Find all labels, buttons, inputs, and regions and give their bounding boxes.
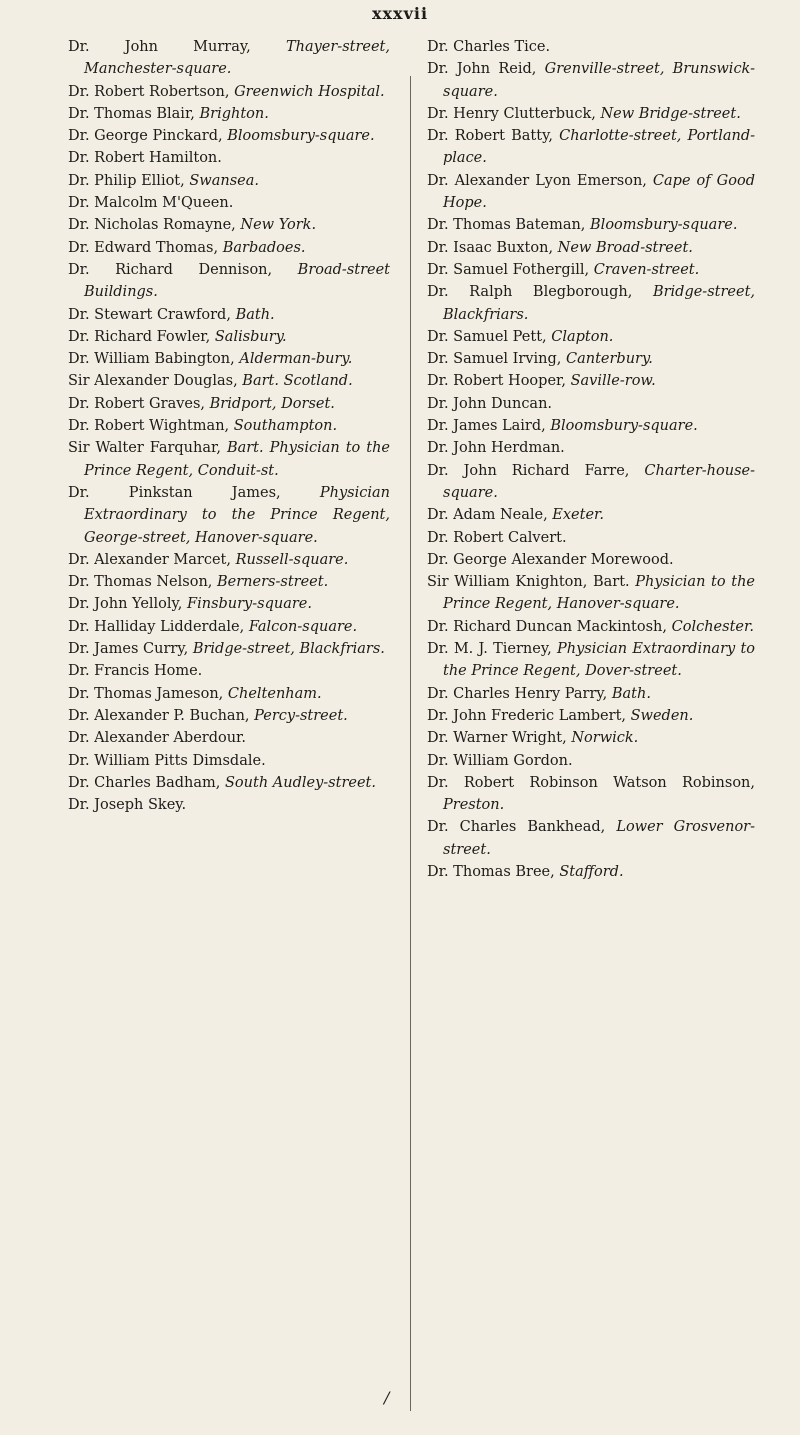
member-name: Dr. Samuel Fothergill, [427, 261, 590, 278]
member-name: Dr. Charles Henry Parry, [427, 685, 608, 702]
member-name: Dr. Malcolm M'Queen. [68, 195, 234, 212]
member-name: Dr. William Pitts Dimsdale. [68, 752, 266, 769]
member-name: Dr. Robert Calvert. [427, 529, 567, 546]
member-location: Physician to the Prince Regent, Hanover-square. [443, 574, 755, 613]
member-location: Berners-street. [217, 574, 329, 591]
left-column [68, 36, 390, 816]
member-name: Dr. Robert Graves, [68, 395, 206, 412]
member-name: Dr. William Babington, [68, 351, 235, 368]
list-item [427, 683, 755, 705]
member-location: Swansea. [189, 172, 259, 189]
member-name: Dr. William Gordon. [427, 752, 573, 769]
list-item [427, 259, 755, 281]
member-location: Craven-street. [593, 261, 700, 278]
member-location: Greenwich Hospital. [234, 83, 385, 100]
member-location: Bloomsbury-square. [590, 217, 738, 234]
list-item [68, 616, 390, 638]
list-item [427, 237, 755, 259]
member-location: Percy-street. [254, 707, 348, 724]
list-item [427, 326, 755, 348]
list-item [68, 772, 390, 794]
member-location: Bart. Physician to the Prince Regent, Conduit-st. [84, 440, 390, 479]
list-item [427, 103, 755, 125]
member-name: Dr. Richard Fowler, [68, 328, 211, 345]
member-name: Dr. M. J. Tierney, [427, 641, 552, 658]
member-name: Dr. Isaac Buxton, [427, 239, 554, 256]
member-name: Dr. Samuel Irving, [427, 351, 562, 368]
member-name: Dr. Alexander Aberdour. [68, 730, 247, 747]
member-name: Dr. Thomas Blair, [68, 105, 195, 122]
member-name: Dr. Thomas Bateman, [427, 217, 586, 234]
member-name: Dr. Halliday Lidderdale, [68, 618, 245, 635]
member-name: Dr. Adam Neale, [427, 507, 548, 524]
list-item [427, 348, 755, 370]
list-item [427, 437, 755, 459]
member-location: Bath. [235, 306, 275, 323]
member-name: Dr. Warner Wright, [427, 730, 567, 747]
list-item [68, 549, 390, 571]
list-item [68, 214, 390, 236]
list-item [68, 304, 390, 326]
list-item [427, 370, 755, 392]
member-name: Dr. Robert Wightman, [68, 418, 230, 435]
list-item [68, 593, 390, 615]
member-location: Bart. Scotland. [242, 373, 353, 390]
list-item [68, 103, 390, 125]
list-item [427, 571, 755, 616]
list-item [68, 147, 390, 169]
member-location: Russell-square. [235, 551, 349, 568]
page-number: xxxvii [371, 4, 429, 23]
member-location: Broad-street Buildings. [84, 261, 391, 301]
list-item [427, 861, 755, 883]
member-name: Dr. Joseph Skey. [68, 797, 187, 814]
list-item [68, 683, 390, 705]
member-location: Stafford. [559, 863, 624, 880]
member-name: Dr. Thomas Bree, [427, 863, 555, 880]
member-name: Dr. George Alexander Morewood. [427, 551, 674, 568]
member-location: New Broad-street. [557, 239, 693, 256]
list-item [427, 460, 755, 505]
member-location: Lower Grosvenor-street. [443, 819, 756, 858]
list-item [427, 772, 755, 817]
list-item [427, 393, 755, 415]
member-name: Dr. John Reid, [427, 61, 537, 78]
member-name: Sir Walter Farquhar, [68, 440, 221, 457]
list-item [68, 259, 390, 304]
list-item [68, 393, 390, 415]
list-item [427, 750, 755, 772]
member-name: Dr. Francis Home. [68, 663, 203, 680]
member-name: Dr. Pinkstan James, [68, 484, 281, 501]
member-name: Dr. John Duncan. [427, 395, 553, 412]
list-item [68, 638, 390, 660]
list-item [427, 816, 755, 861]
member-location: Saville-row. [570, 373, 656, 390]
member-name: Dr. John Yelloly, [68, 596, 183, 613]
member-name: Dr. Robert Hamilton. [68, 150, 222, 167]
member-name: Dr. Alexander Lyon Emerson, [427, 172, 647, 189]
member-location: Physician Extraordinary to the Prince Regent, George-street, Hanover-square. [84, 484, 390, 546]
member-name: Dr. Richard Dennison, [68, 261, 273, 278]
member-location: New Bridge-street. [600, 105, 741, 122]
list-item [68, 36, 390, 81]
member-name: Dr. James Laird, [427, 418, 546, 435]
member-name: Dr. John Richard Farre, [427, 462, 630, 479]
member-name: Dr. Robert Batty, [427, 128, 553, 145]
member-location: Alderman-bury. [239, 351, 353, 368]
member-name: Dr. Robert Hooper, [427, 373, 566, 390]
member-name: Dr. John Herdman. [427, 440, 565, 457]
member-location: Bridport, Dorset. [209, 395, 335, 412]
member-location: Colchester. [671, 618, 754, 635]
list-item [68, 81, 390, 103]
member-name: Dr. Alexander P. Buchan, [68, 707, 250, 724]
member-location: Bloomsbury-square. [227, 128, 375, 145]
member-location: Bridge-street, Blackfriars. [192, 641, 385, 658]
member-location: Barbadoes. [222, 239, 306, 256]
list-item [427, 214, 755, 236]
list-item [427, 504, 755, 526]
member-location: Sweden. [630, 707, 694, 724]
list-item [68, 705, 390, 727]
member-location: Falcon-square. [248, 618, 358, 635]
column-divider [410, 76, 411, 1411]
member-location: Grenville-street, Brunswick-square. [443, 61, 755, 100]
right-column [427, 36, 755, 883]
member-name: Dr. Alexander Marcet, [68, 551, 231, 568]
member-location: Clapton. [551, 328, 614, 345]
member-name: Dr. Nicholas Romayne, [68, 217, 236, 234]
member-name: Sir William Knighton, Bart. [427, 574, 630, 591]
list-item [68, 370, 390, 392]
member-location: Charlotte-street, Portland-place. [443, 128, 755, 167]
list-item [68, 660, 390, 682]
list-item [68, 170, 390, 192]
member-name: Sir Alexander Douglas, [68, 373, 238, 390]
member-location: Bloomsbury-square. [550, 418, 698, 435]
footer-mark: / [384, 1388, 390, 1407]
list-item [68, 727, 390, 749]
list-item [68, 192, 390, 214]
member-name: Dr. Richard Duncan Mackintosh, [427, 618, 668, 635]
list-item [427, 170, 755, 215]
list-item [68, 794, 390, 816]
member-name: Dr. Robert Robertson, [68, 83, 230, 100]
list-item [68, 125, 390, 147]
member-name: Dr. George Pinckard, [68, 128, 223, 145]
member-location: Canterbury. [566, 351, 653, 368]
member-name: Dr. James Curry, [68, 641, 189, 658]
list-item [427, 727, 755, 749]
member-location: Physician Extraordinary to the Prince Regent, Dover-street. [443, 641, 756, 680]
list-item [427, 616, 755, 638]
member-location: South Audley-street. [225, 774, 376, 791]
member-name: Dr. Thomas Jameson, [68, 685, 224, 702]
member-location: Bridge-street, Blackfriars. [443, 284, 756, 323]
list-item [68, 482, 390, 549]
member-name: Dr. Charles Bankhead, [427, 819, 606, 836]
member-name: Dr. Stewart Crawford, [68, 306, 231, 323]
member-location: New York. [240, 217, 317, 234]
member-location: Salisbury. [214, 328, 287, 345]
list-item [427, 705, 755, 727]
member-name: Dr. Henry Clutterbuck, [427, 105, 596, 122]
list-item [427, 58, 755, 103]
list-item [427, 281, 755, 326]
member-name: Dr. Thomas Nelson, [68, 574, 213, 591]
member-location: Bath. [611, 685, 651, 702]
list-item [68, 437, 390, 482]
member-name: Dr. Charles Tice. [427, 39, 551, 55]
member-name: Dr. John Murray, [68, 39, 251, 55]
list-item [427, 125, 755, 170]
member-name: Dr. John Frederic Lambert, [427, 707, 626, 724]
list-item [68, 415, 390, 437]
member-location: Finsbury-square. [187, 596, 312, 613]
member-location: Brighton. [199, 105, 269, 122]
list-item [68, 750, 390, 772]
member-name: Dr. Ralph Blegborough, [427, 284, 633, 301]
member-name: Dr. Philip Elliot, [68, 172, 185, 189]
list-item [68, 571, 390, 593]
member-location: Norwick. [571, 730, 639, 747]
list-item [68, 348, 390, 370]
member-name: Dr. Samuel Pett, [427, 328, 547, 345]
list-item [427, 638, 755, 683]
member-name: Dr. Charles Badham, [68, 774, 221, 791]
member-location: Thayer-street, Manchester-square. [84, 39, 390, 78]
member-location: Exeter. [552, 507, 604, 524]
list-item [427, 549, 755, 571]
member-location: Charter-house-square. [443, 462, 755, 501]
list-item [427, 36, 755, 58]
list-item [427, 415, 755, 437]
member-name: Dr. Edward Thomas, [68, 239, 219, 256]
member-location: Cheltenham. [227, 685, 322, 702]
list-item [68, 326, 390, 348]
member-name: Dr. Robert Robinson Watson Robinson, [427, 774, 755, 791]
list-item [68, 237, 390, 259]
list-item [427, 527, 755, 549]
member-location: Preston. [443, 797, 505, 814]
member-location: Southampton. [233, 418, 338, 435]
member-location: Cape of Good Hope. [443, 172, 755, 212]
